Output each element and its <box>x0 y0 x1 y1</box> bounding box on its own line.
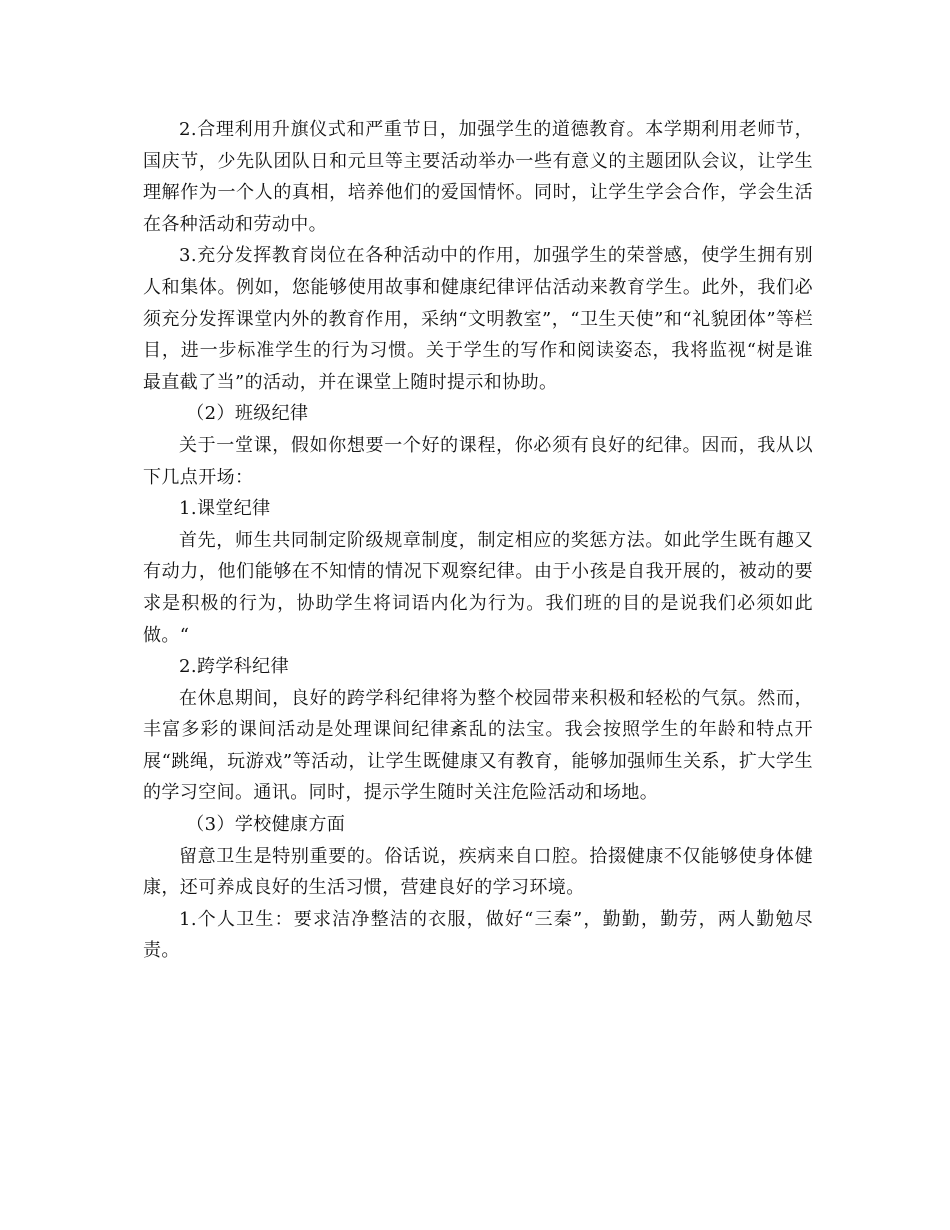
paragraph-moral-education: 2.合理利用升旗仪式和严重节日，加强学生的道德教育。本学期利用老师节，国庆节，少先队团队日和元旦等主要活动举办一些有意义的主题团队会议，让学生理解作为一个人的真相，培养他们的爱国情怀。同时，让学生学会合作，学会生活在各种活动和劳动中。 <box>143 119 813 235</box>
section-heading-class-discipline: （2）班级纪律 <box>186 403 309 425</box>
paragraph-education-posts: 3.充分发挥教育岗位在各种活动中的作用，加强学生的荣誉感，使学生拥有别人和集体。例如，您能够使用故事和健康纪律评估活动来教育学生。此外，我们必须充分发挥课堂内外的教育作用，采纳“文明教室”，“卫生天使”和“礼貌团体”等栏目，进一步标准学生的行为习惯。关于学生的写作和阅读姿态，我将监视“树是谁最直截了当”的活动，并在课堂上随时提示和协助。 <box>143 245 813 393</box>
paragraph-interclass-discipline: 在休息期间，良好的跨学科纪律将为整个校园带来积极和轻松的气氛。然而，丰富多彩的课间活动是处理课间纪律紊乱的法宝。我会按照学生的年龄和特点开展“跳绳，玩游戏”等活动，让学生既健康又有教育，能够加强师生关系，扩大学生的学习空间。通讯。同时，提示学生随时关注危险活动和场地。 <box>143 687 813 804</box>
subheading-interclass-discipline: 2.跨学科纪律 <box>179 656 289 678</box>
paragraph-personal-hygiene: 1.个人卫生：要求洁净整洁的衣服，做好“三秦”，勤勤，勤劳，两人勤勉尽责。 <box>143 908 813 962</box>
paragraph-discipline-intro: 关于一堂课，假如你想要一个好的课程，你必须有良好的纪律。因而，我从以下几点开场： <box>143 434 813 488</box>
subheading-classroom-discipline: 1.课堂纪律 <box>179 498 271 520</box>
section-heading-school-health: （3）学校健康方面 <box>186 814 346 836</box>
document-page <box>143 114 813 967</box>
paragraph-classroom-discipline: 首先，师生共同制定阶级规章制度，制定相应的奖惩方法。如此学生既有趣又有动力，他们能够在不知情的情况下观察纪律。由于小孩是自我开展的，被动的要求是积极的行为，协助学生将词语内化为行为。我们班的目的是说我们必须如此做。“ <box>143 529 813 646</box>
paragraph-health-intro: 留意卫生是特别重要的。俗话说，疾病来自口腔。拾掇健康不仅能够使身体健康，还可养成良好的生活习惯，营建良好的学习环境。 <box>143 845 813 899</box>
